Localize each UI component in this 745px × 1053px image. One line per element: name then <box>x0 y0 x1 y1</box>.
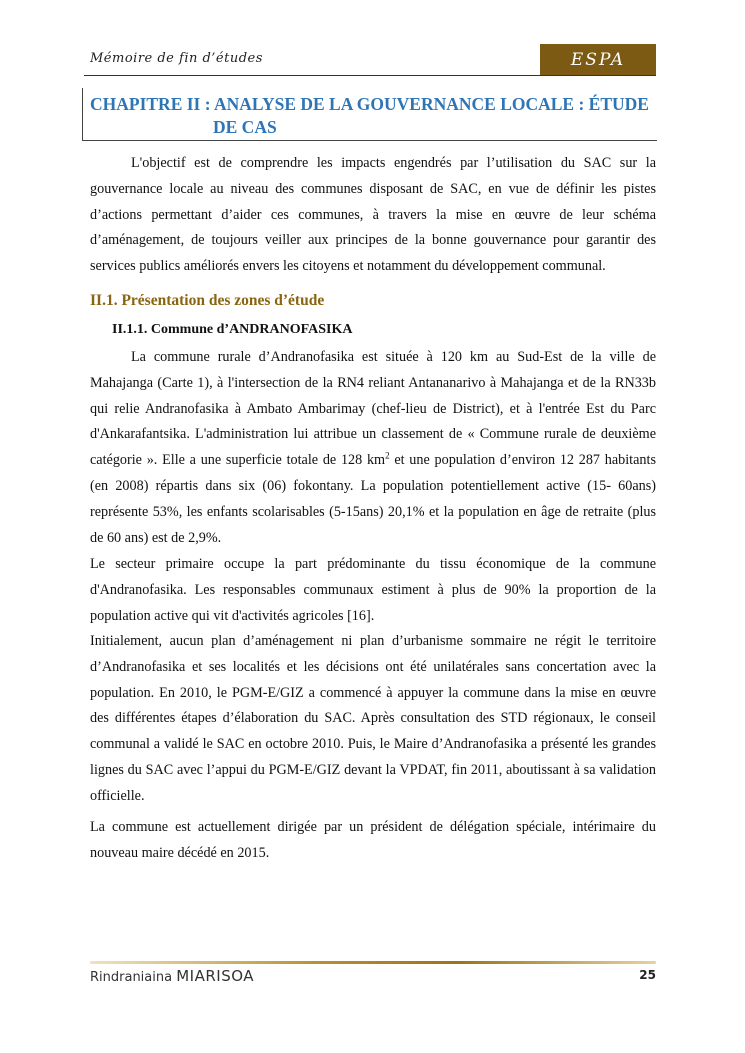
chapter-title-line2: DE CAS <box>213 117 277 137</box>
subsection-heading: II.1.1. Commune d’ANDRANOFASIKA <box>112 322 353 337</box>
section-heading: II.1. Présentation des zones d’étude <box>90 292 325 309</box>
paragraph-location <box>90 345 656 551</box>
header-school-badge: ESPA <box>540 44 656 76</box>
chapter-title-line1: CHAPITRE II : ANALYSE DE LA GOUVERNANCE LOCALE : ÉTUDE <box>90 94 649 114</box>
intro-paragraph: L'objectif est de comprendre les impacts engendrés par l’utilisation du SAC sur la gouvernance locale au niveau des communes disposant de SAC, en vue de définir les pistes d’actions permettant d’aider ces communes, à travers la mise en œuvre de leur schéma d’aménagement, de toujours veiller aux principes de la bonne gouvernance pour garantir des services publics améliorés envers les citoyens et notamment du développement communal. <box>90 155 656 275</box>
paragraph-location-part2: et une population d’environ 12 287 habitants (en 2008) répartis dans six (06) fokontany. La population potentiellement active (15- 60ans) représente 53%, les enfants scolarisables (5-15ans) 20,1% et la population en âge de retraite (plus de 60 ans) est de 2,9%. <box>90 452 656 546</box>
paragraph-planning: Initialement, aucun plan d’aménagement ni plan d’urbanisme sommaire ne régit le territoire d’Andranofasika et ses localités et les décisions ont été unilatérales sans concertation avec la population. En 2010, le PGM-E/GIZ a commencé à appuyer la commune dans la mise en œuvre des différentes étapes d’élaboration du SAC. Après consultation des STD régionaux, le conseil communal a validé le SAC en octobre 2010. Puis, le Maire d’Andranofasika a présenté les grandes lignes du SAC avec l’appui du PGM-E/GIZ devant la VPDAT, fin 2011, aboutissant à sa validation officielle. <box>90 633 656 804</box>
author-last-name: MIARISOA <box>176 967 255 985</box>
paragraph-economy: Le secteur primaire occupe la part prédominante du tissu économique de la commune d'Andranofasika. Les responsables communaux estiment à plus de 90% la proportion de la population active qui vit d'activités agricoles [16]. <box>90 556 656 624</box>
header-title: Mémoire de fin d’études <box>90 51 263 66</box>
paragraph-administration: La commune est actuellement dirigée par un président de délégation spéciale, intérimaire du nouveau maire décédé en 2015. <box>90 819 656 861</box>
chapter-title <box>90 93 656 139</box>
page-number: 25 <box>639 968 656 982</box>
footer-divider <box>90 961 656 964</box>
header-divider <box>84 75 656 76</box>
paragraph-location-part1: La commune rurale d’Andranofasika est située à 120 km au Sud-Est de la ville de Mahajanga (Carte 1), à l'intersection de la RN4 reliant Antananarivo à Mahajanga et de la RN33b qui relie Andranofasika à Ambato Ambarimay (chef-lieu de District), et à l'entrée Est du Parc d'Ankarafantsika. L'administration lui attribue un classement de « Commune rurale de deuxième catégorie ». Elle a une superficie totale de 128 km <box>90 349 656 469</box>
footer-author <box>90 967 254 985</box>
superscript-exponent: 2 <box>385 450 390 461</box>
author-first-name: Rindraniaina <box>90 970 173 985</box>
